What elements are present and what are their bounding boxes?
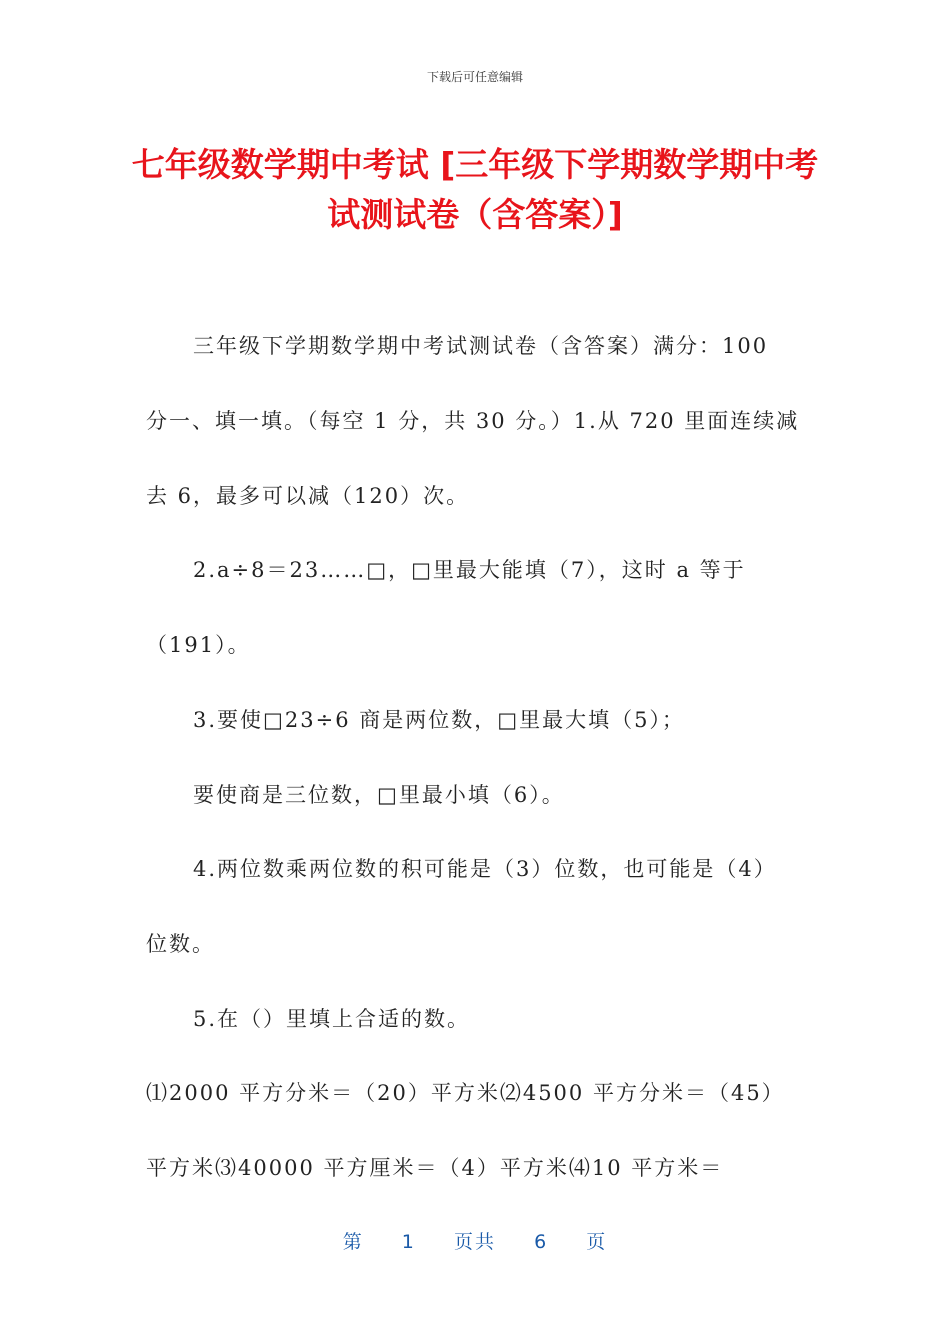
footer-label-yegong: 页共 bbox=[453, 1231, 496, 1253]
paragraph-line: 位数。 bbox=[146, 932, 215, 956]
paragraph-line: ⑴2000 平方分米＝（20）平方米⑵4500 平方分米＝（45） bbox=[146, 1081, 785, 1105]
current-page-number: 1 bbox=[401, 1231, 416, 1253]
page-footer bbox=[0, 1227, 950, 1254]
paragraph-line: 分一、填一填。（每空 1 分，共 30 分。）1.从 720 里面连续减 bbox=[146, 409, 800, 433]
paragraph-line: 平方米⑶40000 平方厘米＝（4）平方米⑷10 平方米＝ bbox=[146, 1156, 724, 1180]
paragraph-line: （191）。 bbox=[146, 633, 251, 657]
footer-label-di: 第 bbox=[342, 1231, 364, 1253]
header-note: 下载后可任意编辑 bbox=[426, 70, 523, 84]
paragraph-line: 3.要使□23÷6 商是两位数，□里最大填（5）； bbox=[193, 708, 685, 732]
paragraph-line: 三年级下学期数学期中考试测试卷（含答案）满分：100 bbox=[193, 334, 769, 358]
paragraph-line: 2.a÷8＝23……□，□里最大能填（7），这时 a 等于 bbox=[193, 558, 746, 582]
paragraph-line: 4.两位数乘两位数的积可能是（3）位数，也可能是（4） bbox=[193, 857, 777, 881]
document-title: 七年级数学期中考试 [三年级下学期数学期中考试测试卷（含答案）] bbox=[131, 145, 819, 234]
paragraph-line: 5.在（）里填上合适的数。 bbox=[193, 1007, 471, 1031]
paragraph-line: 要使商是三位数，□里最小填（6）。 bbox=[193, 783, 565, 807]
paragraph-line: 去 6，最多可以减（120）次。 bbox=[146, 484, 470, 508]
footer-label-ye: 页 bbox=[586, 1231, 608, 1253]
total-pages-number: 6 bbox=[534, 1231, 549, 1253]
